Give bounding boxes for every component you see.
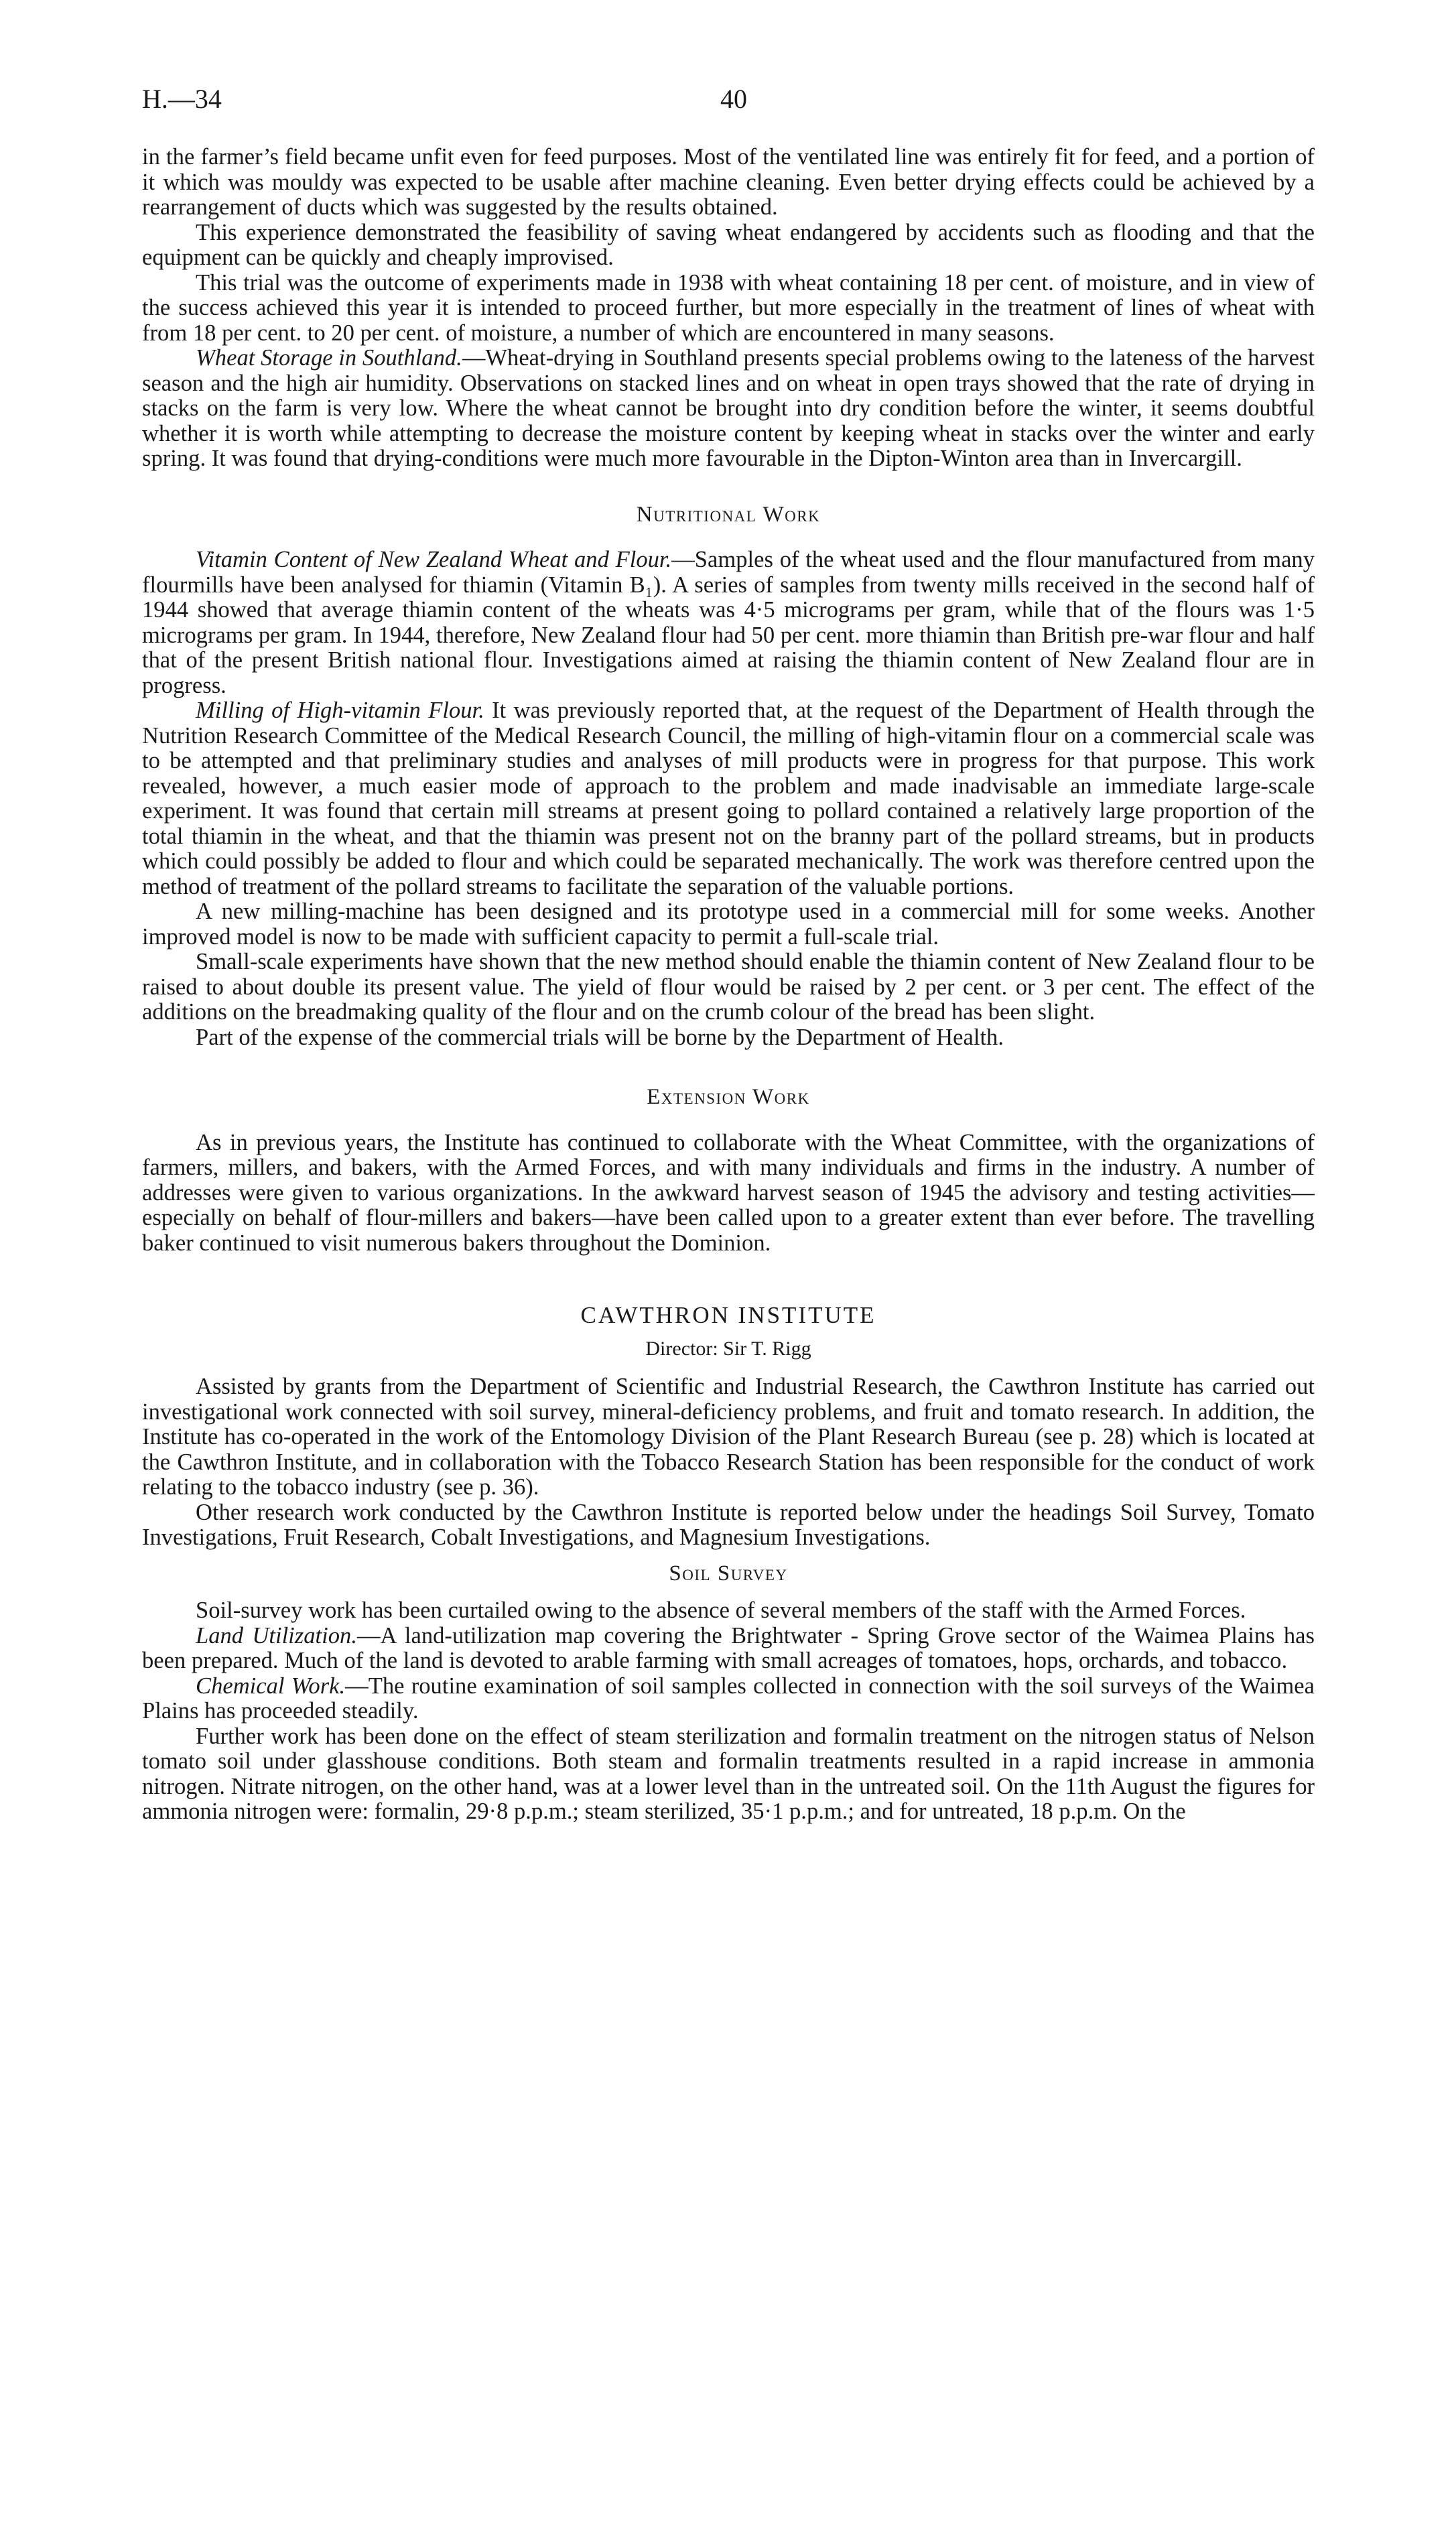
paragraph: in the farmer’s field became unfit even for feed purposes. Most of the ventilated line was entirely fit for feed, and a portion of it which was mouldy was expected to be usable after machine cleaning. Even better drying effects could be achieved by a rearrangement of ducts which was suggested by the results obtained. bbox=[142, 144, 1315, 220]
paragraph bbox=[142, 547, 1315, 698]
paragraph bbox=[142, 346, 1315, 472]
run-in-heading: Vitamin Content of New Zealand Wheat and Flour. bbox=[196, 547, 672, 572]
paragraph-text: —A land-utilization map covering the Brightwater - Spring Grove sector of the Waimea Plains has been prepared. Much of the land is devoted to arable farming with small acreages of tomatoes, hops, orchards, and tobacco. bbox=[142, 1622, 1315, 1673]
paragraph: Assisted by grants from the Department of Scientific and Industrial Research, the Cawthron Institute has carried out investigational work connected with soil survey, mineral-deficiency problems, and fruit and tomato research. In addition, the Institute has co-operated in the work of the Entomology Division of the Plant Research Bureau (see p. 28) which is located at the Cawthron Institute, and in collaboration with the Tobacco Research Station has been responsible for the conduct of work relating to the tobacco industry (see p. 36). bbox=[142, 1374, 1315, 1500]
section-heading: Extension Work bbox=[647, 1085, 810, 1109]
paragraph bbox=[142, 698, 1315, 899]
institute-heading: CAWTHRON INSTITUTE bbox=[580, 1302, 876, 1328]
paragraph bbox=[142, 1624, 1315, 1674]
paragraph: This experience demonstrated the feasibility of saving wheat endangered by accidents such as flooding and that the equipment can be quickly and cheaply improvised. bbox=[142, 219, 1315, 270]
run-in-heading: Wheat Storage in Southland. bbox=[196, 345, 462, 371]
paragraph-text: —The routine examination of soil samples collected in connection with the soil surveys of the Waimea Plains has proceeded steadily. bbox=[142, 1673, 1315, 1724]
paragraph: A new milling-machine has been designed and its prototype used in a commercial mill for some weeks. Another improved model is now to be made with sufficient capacity to permit a full-scale trial. bbox=[142, 899, 1315, 950]
run-in-heading: Chemical Work. bbox=[196, 1673, 346, 1699]
run-in-heading: Milling of High-vitamin Flour. bbox=[196, 698, 484, 723]
paragraph: Part of the expense of the commercial trials will be borne by the Department of Health. bbox=[196, 1024, 1004, 1050]
paragraph-text: —Wheat-drying in Southland presents special problems owing to the lateness of the harvest season and the high air humidity. Observations on stacked lines and on wheat in open trays showed that the rate of drying in stacks on the farm is very low. Where the wheat cannot be brought into dry condition before the winter, it seems doubtful whether it is worth while attempting to decrease the moisture content by keeping wheat in stacks over the winter and early spring. It was found that drying-conditions were much more favourable in the Dipton-Winton area than in Invercargill. bbox=[142, 345, 1315, 471]
paragraph: Other research work conducted by the Cawthron Institute is reported below under the headings Soil Survey, Tomato Investigations, Fruit Research, Cobalt Investigations, and Magnesium Investigations. bbox=[142, 1499, 1315, 1550]
run-in-heading: Land Utilization. bbox=[196, 1622, 357, 1648]
page-number: 40 bbox=[720, 84, 747, 114]
paragraph: Small-scale experiments have shown that the new method should enable the thiamin content of New Zealand flour to be raised to about double its present value. The yield of flour would be raised by 2 per cent. or 3 per cent. The effect of the additions on the breadmaking quality of the flour and on the crumb colour of the bread has been slight. bbox=[142, 949, 1315, 1025]
paragraph bbox=[142, 1674, 1315, 1724]
body-text bbox=[142, 145, 1315, 1825]
paragraph-text: It was previously reported that, at the request of the Department of Health through the Nutrition Research Committee of the Medical Research Council, the milling of high-vitamin flour on a commercial scale was to be attempted and that preliminary studies and analyses of mill products were in progress for that purpose. This work revealed, however, a much easier mode of approach to the problem and made inadvisable an immediate large-scale experiment. It was found that certain mill streams at present going to pollard contained a relatively large proportion of the total thiamin in the wheat, and that the thiamin was present not on the branny part of the pollard streams, but in products which could possibly be added to flour and which could be separated mechanically. The work was therefore centred upon the method of treatment of the pollard streams to facilitate the separation of the valuable portions. bbox=[142, 698, 1315, 899]
paper-code: H.—34 bbox=[142, 84, 222, 114]
section-heading: Soil Survey bbox=[669, 1561, 788, 1585]
paragraph: As in previous years, the Institute has continued to collaborate with the Wheat Committee, with the organizations of farmers, millers, and bakers, with the Armed Forces, and with many individuals and firms in the industry. A number of addresses were given to various organizations. In the awkward harvest season of 1945 the advisory and testing activities—especially on behalf of flour-millers and bakers—have been called upon to a greater extent than ever before. The travelling baker continued to visit numerous bakers throughout the Dominion. bbox=[142, 1129, 1315, 1256]
paragraph: This trial was the outcome of experiments made in 1938 with wheat containing 18 per cent. of moisture, and in view of the success achieved this year it is intended to proceed further, but more especially in the treatment of lines of wheat with from 18 per cent. to 20 per cent. of moisture, a number of which are encountered in many seasons. bbox=[142, 269, 1315, 346]
paragraph: Soil-survey work has been curtailed owing to the absence of several members of the staff with the Armed Forces. bbox=[196, 1598, 1246, 1623]
paragraph: Further work has been done on the effect of steam sterilization and formalin treatment on the nitrogen status of Nelson tomato soil under glasshouse conditions. Both steam and formalin treatments resulted in a rapid increase in ammonia nitrogen. Nitrate nitrogen, on the other hand, was at a lower level than in the untreated soil. On the 11th August the figures for ammonia nitrogen were: formalin, 29·8 p.p.m.; steam sterilized, 35·1 p.p.m.; and for untreated, 18 p.p.m. On the bbox=[142, 1723, 1315, 1824]
paragraph-text: —Samples of the wheat used and the flour manufactured from many flourmills have been analysed for thiamin (Vitamin B₁). A series of samples from twenty mills received in the second half of 1944 showed that average thiamin content of the wheats was 4·5 micrograms per gram, while that of the flours was 1·5 micrograms per gram. In 1944, therefore, New Zealand flour had 50 per cent. more thiamin than British pre-war flour and half that of the present British national flour. Investigations aimed at raising the thiamin content of New Zealand flour are in progress. bbox=[142, 547, 1315, 698]
section-heading: Nutritional Work bbox=[636, 502, 821, 527]
director-line: Director: Sir T. Rigg bbox=[645, 1337, 811, 1360]
